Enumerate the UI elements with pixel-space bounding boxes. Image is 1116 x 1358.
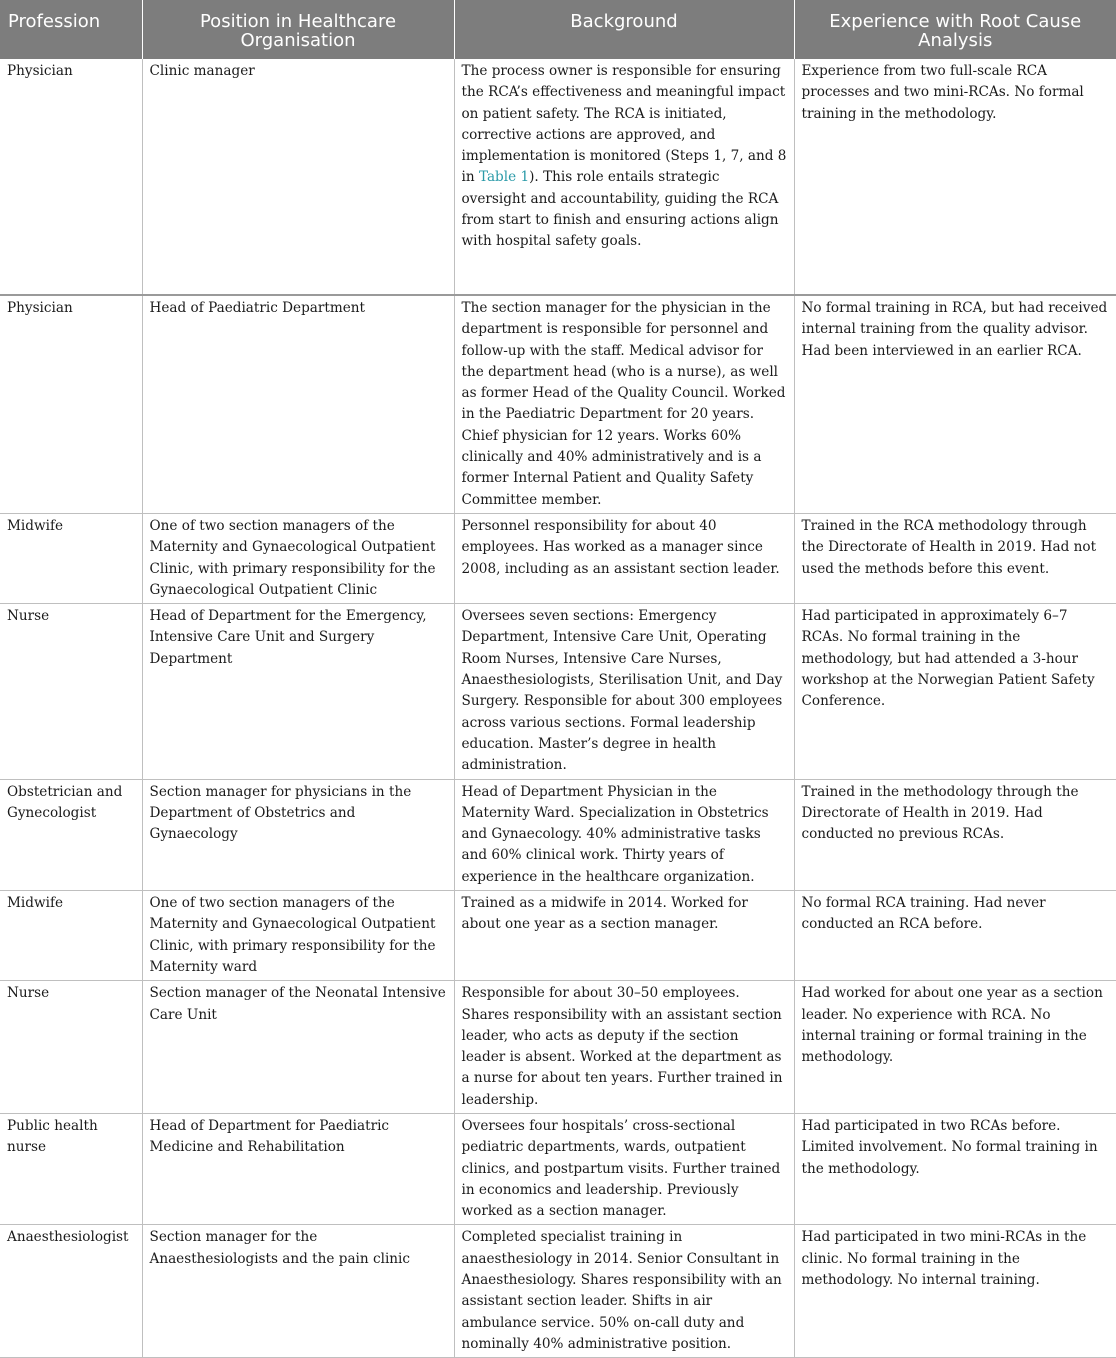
header-profession: Profession xyxy=(0,0,142,59)
cell-position: Clinic manager xyxy=(142,59,454,295)
cell-profession: Anaesthesiologist xyxy=(0,1225,142,1358)
cell-position: Section manager of the Neonatal Intensive Care Unit xyxy=(142,981,454,1114)
cell-profession: Physician xyxy=(0,59,142,295)
cell-profession: Nurse xyxy=(0,981,142,1114)
cell-background: Head of Department Physician in the Maternity Ward. Specialization in Obstetrics and Gynaecology. 40% administrative tasks and 60% clinical work. Thirty years of experience in the healthcare organization. xyxy=(454,779,794,890)
cell-background: Personnel responsibility for about 40 employees. Has worked as a manager since 2008, including as an assistant section leader. xyxy=(454,513,794,603)
table-row xyxy=(0,981,1116,1114)
cell-profession: Midwife xyxy=(0,513,142,603)
cell-experience: No formal training in RCA, but had received internal training from the quality advisor. Had been interviewed in an earlier RCA. xyxy=(794,295,1116,513)
cell-profession: Public health nurse xyxy=(0,1113,142,1224)
table-reference-link[interactable]: Table 1 xyxy=(478,169,530,186)
table-row xyxy=(0,891,1116,981)
cell-background xyxy=(454,59,794,295)
cell-profession: Midwife xyxy=(0,891,142,981)
cell-experience: No formal RCA training. Had never conducted an RCA before. xyxy=(794,891,1116,981)
cell-background: Responsible for about 30–50 employees. Shares responsibility with an assistant section leader, who acts as deputy if the section leader is absent. Worked at the department as a nurse for about ten years. Further trained in leadership. xyxy=(454,981,794,1114)
cell-experience: Trained in the RCA methodology through the Directorate of Health in 2019. Had not used the methods before this event. xyxy=(794,513,1116,603)
cell-background: Completed specialist training in anaesthesiology in 2014. Senior Consultant in Anaesthesiology. Shares responsibility with an assistant section leader. Shifts in air ambulance service. 50% on-call duty and nominally 40% administrative position. xyxy=(454,1225,794,1358)
table-row xyxy=(0,1225,1116,1358)
table-row xyxy=(0,59,1116,295)
table-row xyxy=(0,779,1116,890)
cell-position: Head of Paediatric Department xyxy=(142,295,454,513)
table-header xyxy=(0,0,1116,59)
table-body xyxy=(0,59,1116,1358)
cell-experience: Had participated in approximately 6–7 RCAs. No formal training in the methodology, but had attended a 3-hour workshop at the Norwegian Patient Safety Conference. xyxy=(794,604,1116,779)
cell-position: One of two section managers of the Maternity and Gynaecological Outpatient Clinic, with primary responsibility for the Gynaecological Outpatient Clinic xyxy=(142,513,454,603)
table-row xyxy=(0,513,1116,603)
cell-background: Oversees four hospitals’ cross-sectional pediatric departments, wards, outpatient clinics, and postpartum visits. Further trained in economics and leadership. Previously worked as a section manager. xyxy=(454,1113,794,1224)
cell-experience: Had participated in two mini-RCAs in the clinic. No formal training in the methodology. No internal training. xyxy=(794,1225,1116,1358)
table-row xyxy=(0,1113,1116,1224)
cell-background: Oversees seven sections: Emergency Department, Intensive Care Unit, Operating Room Nurses, Intensive Care Nurses, Anaesthesiologists, Sterilisation Unit, and Day Surgery. Responsible for about 300 employees across various sections. Formal leadership education. Master’s degree in health administration. xyxy=(454,604,794,779)
cell-experience: Had participated in two RCAs before. Limited involvement. No formal training in the methodology. xyxy=(794,1113,1116,1224)
cell-position: One of two section managers of the Maternity and Gynaecological Outpatient Clinic, with primary responsibility for the Maternity ward xyxy=(142,891,454,981)
table-row xyxy=(0,604,1116,779)
cell-position: Section manager for the Anaesthesiologists and the pain clinic xyxy=(142,1225,454,1358)
cell-profession: Physician xyxy=(0,295,142,513)
cell-experience: Trained in the methodology through the Directorate of Health in 2019. Had conducted no previous RCAs. xyxy=(794,779,1116,890)
cell-background: The section manager for the physician in the department is responsible for personnel and follow-up with the staff. Medical advisor for the department head (who is a nurse), as well as former Head of the Quality Council. Worked in the Paediatric Department for 20 years. Chief physician for 12 years. Works 60% clinically and 40% administratively and is a former Internal Patient and Quality Safety Committee member. xyxy=(454,295,794,513)
cell-profession: Nurse xyxy=(0,604,142,779)
background-text-continued: ). This role entails strategic oversight and accountability, guiding the RCA from start to finish and ensuring actions align with hospital safety goals. xyxy=(461,169,779,250)
cell-background: Trained as a midwife in 2014. Worked for about one year as a section manager. xyxy=(454,891,794,981)
header-background: Background xyxy=(454,0,794,59)
cell-experience: Experience from two full-scale RCA processes and two mini-RCAs. No formal training in the methodology. xyxy=(794,59,1116,295)
cell-experience: Had worked for about one year as a section leader. No experience with RCA. No internal training or formal training in the methodology. xyxy=(794,981,1116,1114)
cell-position: Head of Department for Paediatric Medicine and Rehabilitation xyxy=(142,1113,454,1224)
background-text: The process owner is responsible for ensuring the RCA’s effectiveness and meaningful impact on patient safety. The RCA is initiated, corrective actions are approved, and implementation is monitored (Steps 1, 7, and 8 in xyxy=(461,63,787,186)
cell-position: Head of Department for the Emergency, Intensive Care Unit and Surgery Department xyxy=(142,604,454,779)
table-row xyxy=(0,295,1116,513)
header-row xyxy=(0,0,1116,59)
header-position: Position in Healthcare Organisation xyxy=(142,0,454,59)
header-experience: Experience with Root Cause Analysis xyxy=(794,0,1116,59)
cell-position: Section manager for physicians in the Department of Obstetrics and Gynaecology xyxy=(142,779,454,890)
cell-profession: Obstetrician and Gynecologist xyxy=(0,779,142,890)
